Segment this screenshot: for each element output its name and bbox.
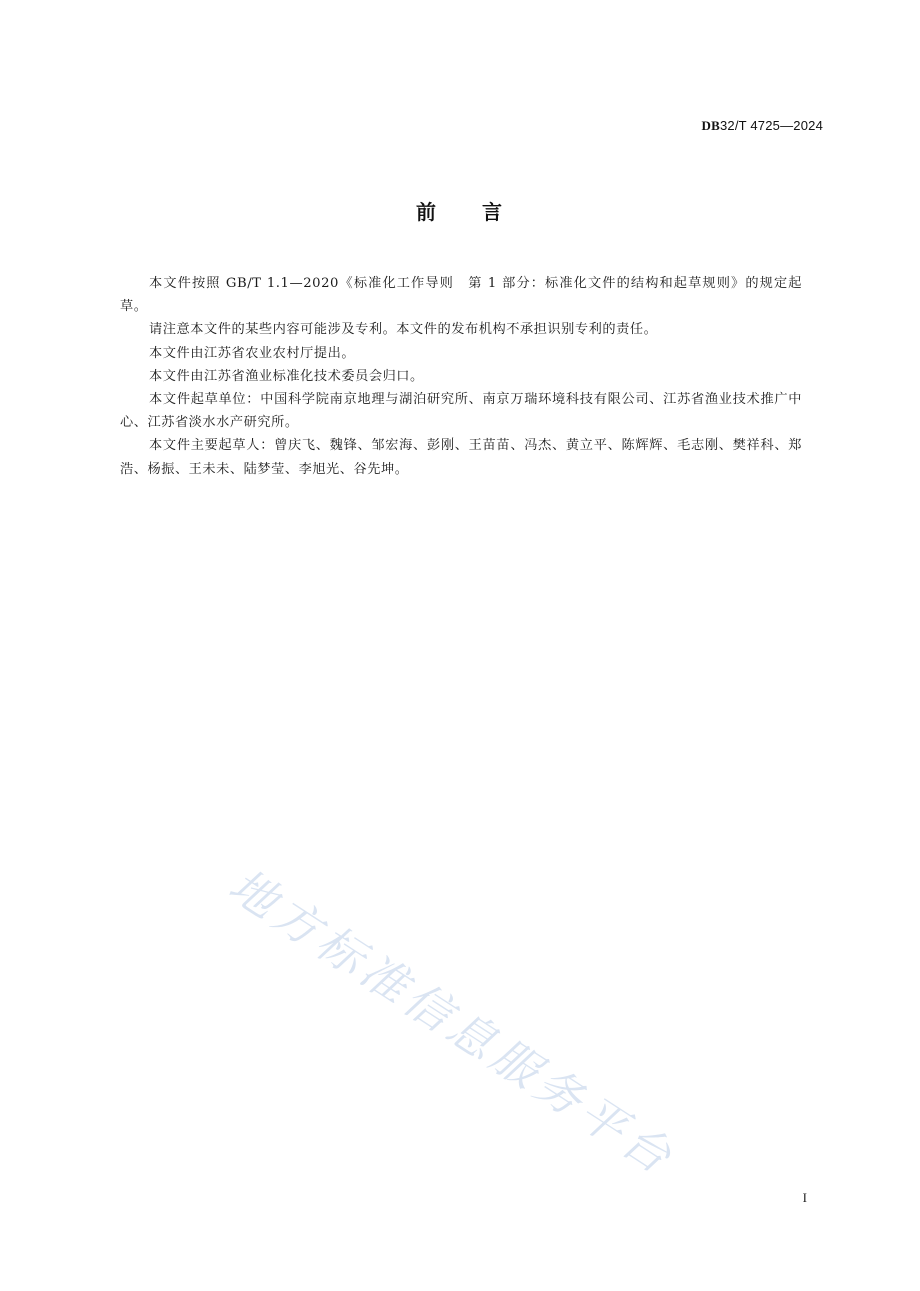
paragraph-drafting-units: 本文件起草单位：中国科学院南京地理与湖泊研究所、南京万瑞环境科技有限公司、江苏省渔业技术推广中心、江苏省淡水水产研究所。 xyxy=(120,392,802,431)
document-code xyxy=(702,118,824,134)
document-code-prefix: DB xyxy=(701,118,720,133)
page-title xyxy=(0,196,920,225)
paragraph-drafting-basis: 本文件按照 GB/T 1.1—2020《标准化工作导则 第 1 部分：标准化文件的结构和起草规则》的规定起草。 xyxy=(120,276,802,315)
paragraph-patent-notice: 请注意本文件的某些内容可能涉及专利。本文件的发布机构不承担识别专利的责任。 xyxy=(149,322,658,338)
paragraph-administrator: 本文件由江苏省渔业标准化技术委员会归口。 xyxy=(149,368,424,384)
paragraph-drafters: 本文件主要起草人：曾庆飞、魏锋、邹宏海、彭刚、王苗苗、冯杰、黄立平、陈辉辉、毛志刚、樊祥科、郑浩、杨振、王未未、陆梦莹、李旭光、谷先坤。 xyxy=(120,438,802,477)
document-code-number: 32/T 4725—2024 xyxy=(719,118,823,133)
foreword-body xyxy=(120,272,802,481)
paragraph-proposer: 本文件由江苏省农业农村厅提出。 xyxy=(149,345,356,361)
watermark: 地方标准信息服务平台 xyxy=(219,857,686,1187)
page-number: I xyxy=(802,1190,807,1205)
page-title-char-1: 前 xyxy=(416,200,438,224)
page-title-char-2: 言 xyxy=(482,200,504,224)
